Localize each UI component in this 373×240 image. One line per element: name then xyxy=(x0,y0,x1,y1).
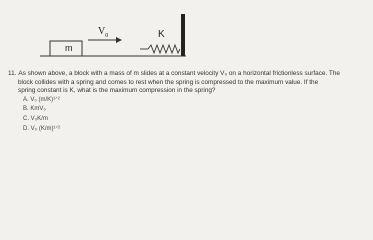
wall xyxy=(181,14,185,56)
spring xyxy=(148,45,180,53)
choice-c[interactable]: C. V₀K/m xyxy=(23,115,48,122)
physics-diagram xyxy=(0,0,373,68)
spring-constant-label: K xyxy=(158,29,165,40)
velocity-label: $V_0$ xyxy=(98,26,109,39)
velocity-arrowhead xyxy=(116,37,122,43)
question-line-1: 11. As shown above, a block with a mass of m slides at a constant velocity V₀ on a horizontal frictionless surface. The xyxy=(8,70,340,77)
block-label: m xyxy=(65,43,73,53)
answer-choices xyxy=(8,96,368,134)
question-stem xyxy=(8,70,368,96)
choice-b[interactable]: B. KmV₀ xyxy=(23,106,46,113)
question-11 xyxy=(8,70,368,134)
choice-d[interactable]: D. V₀ (K/m)¹ᐟ² xyxy=(23,125,61,132)
question-line-2: block collides with a spring and comes to rest when the spring is compressed to the maximum value. If the xyxy=(18,78,319,86)
question-line-3: spring constant is K, what is the maximum compression in the spring? xyxy=(18,87,216,95)
diagram-drawing xyxy=(0,0,373,68)
question-number: 11. xyxy=(8,70,17,77)
choice-a[interactable]: A. V₀ (m/K)¹ᐟ² xyxy=(23,96,60,103)
